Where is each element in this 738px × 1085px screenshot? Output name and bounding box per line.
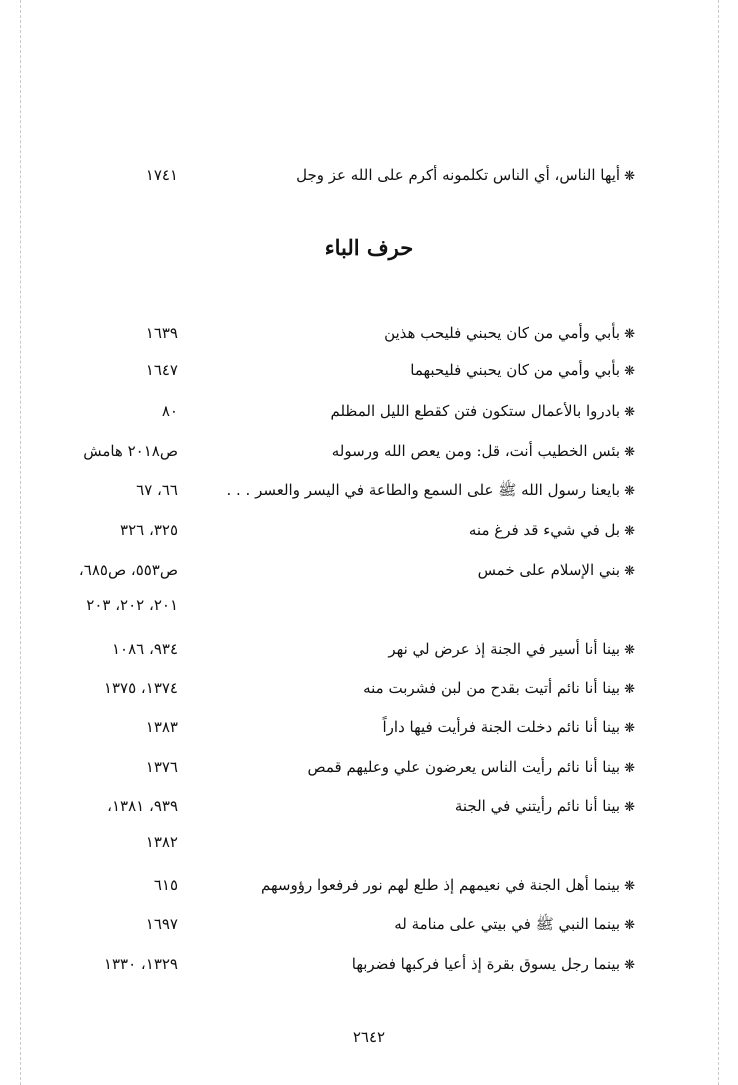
entry-ref: ١٦٩٧ xyxy=(145,915,178,933)
star-icon: ❋ xyxy=(624,445,635,460)
star-icon: ❋ xyxy=(624,405,635,420)
entry-label: بل في شيء قد فرغ منه xyxy=(468,521,621,539)
entry-ref: ١٧٤١ xyxy=(145,166,178,184)
entry-text xyxy=(455,791,635,823)
entry-text xyxy=(296,160,635,192)
entry-label: بينا أنا أسير في الجنة إذ عرض لي نهر xyxy=(388,640,621,658)
entry-text xyxy=(363,673,635,705)
entry-text xyxy=(388,634,635,666)
entry-ref: ١٣٧٦ xyxy=(145,758,178,776)
star-icon: ❋ xyxy=(624,682,635,697)
list-item xyxy=(0,634,738,664)
entry-label: بايعنا رسول الله ﷺ على السمع والطاعة في اليسر والعسر . . . xyxy=(226,481,621,499)
entry-text xyxy=(469,515,635,547)
list-item xyxy=(0,870,738,900)
star-icon: ❋ xyxy=(624,524,635,539)
entry-text xyxy=(352,949,635,981)
entry-ref: ٦١٥ xyxy=(153,876,178,894)
entry-ref: ١٣٧٤، ١٣٧٥ xyxy=(103,679,178,697)
star-icon: ❋ xyxy=(624,721,635,736)
list-item xyxy=(0,160,738,190)
entry-text xyxy=(226,475,635,507)
star-icon: ❋ xyxy=(624,169,635,184)
list-item xyxy=(0,712,738,742)
list-item xyxy=(0,555,738,585)
star-icon: ❋ xyxy=(624,761,635,776)
entry-label: بادروا بالأعمال ستكون فتن كقطع الليل المظلم xyxy=(330,402,621,420)
list-item xyxy=(0,475,738,505)
entry-ref: ١٣٨٣ xyxy=(145,718,178,736)
list-item-continuation xyxy=(0,827,738,857)
entry-label: بينما أهل الجنة في نعيمهم إذ طلع لهم نور فرفعوا رؤوسهم xyxy=(261,876,621,894)
list-item xyxy=(0,318,738,348)
entry-ref: ١٦٣٩ xyxy=(145,324,178,342)
entry-label: بأبي وأمي من كان يحبني فليحب هذين xyxy=(384,324,621,342)
entry-label: بني الإسلام على خمس xyxy=(477,561,621,579)
entry-label: بأبي وأمي من كان يحبني فليحبهما xyxy=(410,361,621,379)
entry-text xyxy=(384,318,635,350)
entry-ref: ١٣٢٩، ١٣٣٠ xyxy=(103,955,178,973)
entry-text xyxy=(307,752,635,784)
entry-ref: ص٢٠١٨ هامش xyxy=(83,442,178,460)
entry-text xyxy=(410,355,635,387)
entry-ref: ٩٣٩، ١٣٨١، xyxy=(107,797,178,815)
entry-ref: ٦٦، ٦٧ xyxy=(136,481,178,499)
star-icon: ❋ xyxy=(624,484,635,499)
entry-text xyxy=(394,909,635,941)
entry-text xyxy=(261,870,635,902)
entry-text xyxy=(330,396,635,428)
list-item xyxy=(0,396,738,426)
star-icon: ❋ xyxy=(624,879,635,894)
entry-label: بينا أنا نائم أتيت بقدح من لبن فشربت منه xyxy=(363,679,621,697)
entry-label: بينما رجل يسوق بقرة إذ أعيا فركبها فضربها xyxy=(351,955,621,973)
list-item xyxy=(0,355,738,385)
entry-label: بينما النبي ﷺ في بيتي على منامة له xyxy=(394,915,621,933)
list-item xyxy=(0,791,738,821)
page-number: ٢٦٤٢ xyxy=(352,1028,386,1046)
entry-ref: ٨٠ xyxy=(161,402,178,420)
entry-text xyxy=(383,712,636,744)
list-item xyxy=(0,515,738,545)
section-heading: حرف الباء xyxy=(324,235,414,260)
entry-ref: ٣٢٥، ٣٢٦ xyxy=(120,521,178,539)
star-icon: ❋ xyxy=(624,643,635,658)
star-icon: ❋ xyxy=(624,564,635,579)
star-icon: ❋ xyxy=(624,800,635,815)
entry-label: بينا أنا نائم رأيت الناس يعرضون علي وعليهم قمص xyxy=(307,758,621,776)
entry-ref: ١٣٨٢ xyxy=(145,833,178,851)
list-item xyxy=(0,909,738,939)
entry-label: أيها الناس، أي الناس تكلمونه أكرم على الله عز وجل xyxy=(296,166,621,184)
list-item xyxy=(0,436,738,466)
star-icon: ❋ xyxy=(624,918,635,933)
entry-label: بئس الخطيب أنت، قل: ومن يعص الله ورسوله xyxy=(331,442,621,460)
list-item xyxy=(0,673,738,703)
entry-label: بينا أنا نائم دخلت الجنة فرأيت فيها داراً xyxy=(382,718,621,736)
star-icon: ❋ xyxy=(624,364,635,379)
star-icon: ❋ xyxy=(624,327,635,342)
list-item xyxy=(0,752,738,782)
entry-text xyxy=(332,436,635,468)
list-item-continuation xyxy=(0,590,738,620)
star-icon: ❋ xyxy=(624,958,635,973)
list-item xyxy=(0,949,738,979)
entry-ref: ٢٠١، ٢٠٢، ٢٠٣ xyxy=(86,596,178,614)
entry-label: بينا أنا نائم رأيتني في الجنة xyxy=(454,797,621,815)
entry-ref: ١٦٤٧ xyxy=(145,361,178,379)
entry-ref: ٩٣٤، ١٠٨٦ xyxy=(111,640,178,658)
entry-ref: ص٥٥٣، ص٦٨٥، xyxy=(78,561,178,579)
entry-text xyxy=(478,555,635,587)
